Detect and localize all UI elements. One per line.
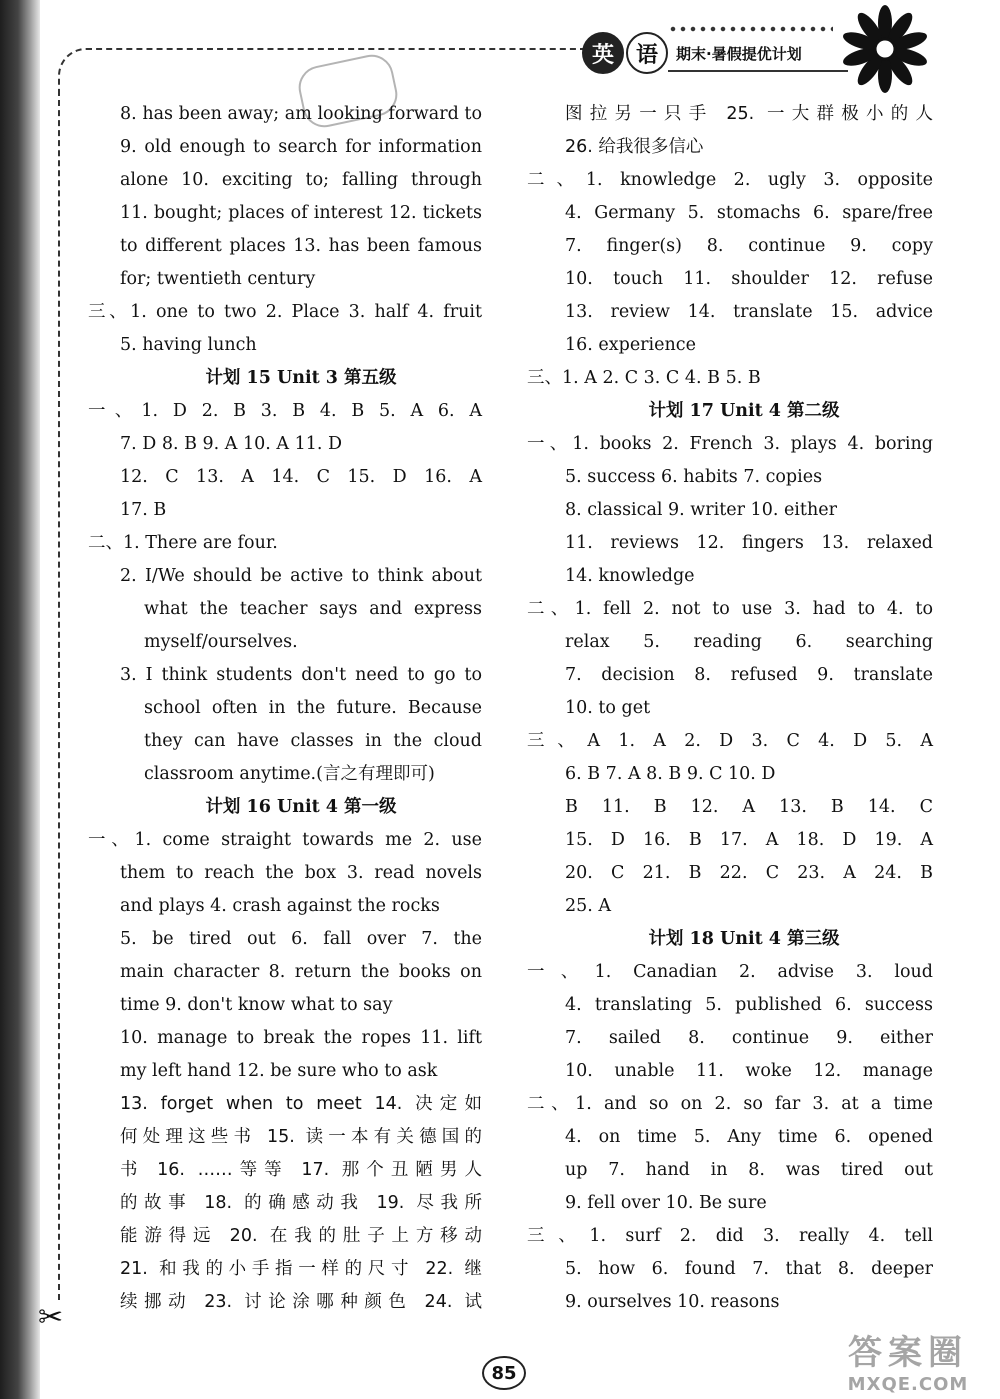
- text-line: 9. ourselves 10. reasons: [565, 1292, 780, 1312]
- text-line: alone 10. exciting to; falling through: [120, 170, 482, 190]
- text-line: 续挪动 23. 讨论涂哪种颜色 24. 试: [120, 1292, 482, 1312]
- text-line: 5. how 6. found 7. that 8. deeper: [565, 1259, 933, 1279]
- text-line: 21. 和我的小手指一样的尺寸 22. 继: [120, 1259, 482, 1279]
- text-line: 10. to get: [565, 698, 651, 718]
- subject-badge-1: 英: [582, 32, 624, 74]
- text-line: school often in the future. Because: [144, 698, 482, 718]
- right-column: [527, 98, 933, 1319]
- text-line: 10. touch 11. shoulder 12. refuse: [565, 269, 933, 289]
- text-line: 3. I think students don't need to go to: [120, 665, 482, 685]
- text-line: 11. reviews 12. fingers 13. relaxed: [565, 533, 933, 553]
- text-line: 二、1. and so on 2. so far 3. at a time: [527, 1094, 933, 1114]
- scissors-icon: ✂: [38, 1300, 64, 1335]
- text-line: 一、1. books 2. French 3. plays 4. boring: [527, 434, 933, 454]
- text-line: 9. fell over 10. Be sure: [565, 1193, 767, 1213]
- subject-badge-2: 语: [626, 32, 668, 74]
- watermark-logo: [818, 1326, 998, 1394]
- text-line: 7. decision 8. refused 9. translate: [565, 665, 933, 685]
- text-line: 一、1. D 2. B 3. B 4. B 5. A 6. A: [88, 401, 482, 421]
- text-line: 三、1. surf 2. did 3. really 4. tell: [527, 1226, 933, 1246]
- section-heading: 计划 18 Unit 4 第三级: [648, 929, 840, 949]
- text-line: 三、1. one to two 2. Place 3. half 4. fruit: [88, 302, 482, 322]
- text-line: what the teacher says and express: [144, 599, 482, 619]
- flower-icon: [840, 4, 930, 94]
- header-title: 期末·暑假提优计划: [676, 44, 802, 63]
- text-line: 10. unable 11. woke 12. manage: [565, 1061, 933, 1081]
- text-line: 二、1. knowledge 2. ugly 3. opposite: [527, 170, 933, 190]
- text-line: 三、A 1. A 2. D 3. C 4. D 5. A: [527, 731, 933, 751]
- text-line: classroom anytime.(言之有理即可): [144, 764, 435, 784]
- text-line: 能游得远 20. 在我的肚子上方移动: [120, 1226, 482, 1246]
- watermark-url: MXQE.COM: [847, 1374, 969, 1395]
- section-heading: 计划 15 Unit 3 第五级: [205, 368, 397, 388]
- section-heading: 计划 17 Unit 4 第二级: [648, 401, 840, 421]
- text-line: 9. old enough to search for information: [120, 137, 482, 157]
- text-line: up 7. hand in 8. was tired out: [565, 1160, 933, 1180]
- text-line: 二、1. fell 2. not to use 3. had to 4. to: [527, 599, 933, 619]
- text-line: 13. forget when to meet 14. 决定如: [120, 1094, 482, 1114]
- text-line: 2. I/We should be active to think about: [120, 566, 482, 586]
- text-line: 5. success 6. habits 7. copies: [565, 467, 823, 487]
- text-line: main character 8. return the books on: [120, 962, 482, 982]
- text-line: time 9. don't know what to say: [120, 995, 393, 1015]
- text-line: 15. D 16. B 17. A 18. D 19. A: [565, 830, 933, 850]
- text-line: 5. having lunch: [120, 335, 257, 355]
- text-line: 20. C 21. B 22. C 23. A 24. B: [565, 863, 933, 883]
- text-line: 4. on time 5. Any time 6. opened: [565, 1127, 933, 1147]
- cut-line-left: [58, 90, 60, 1300]
- text-line: 8. classical 9. writer 10. either: [565, 500, 837, 520]
- text-line: to different places 13. has been famous: [120, 236, 482, 256]
- text-line: 7. finger(s) 8. continue 9. copy: [565, 236, 933, 256]
- text-line: 13. review 14. translate 15. advice: [565, 302, 933, 322]
- text-line: for; twentieth century: [120, 269, 316, 289]
- left-column: [88, 98, 482, 1319]
- text-line: 12. C 13. A 14. C 15. D 16. A: [120, 467, 482, 487]
- text-line: 一、1. Canadian 2. advise 3. loud: [527, 962, 933, 982]
- text-line: 三、1. A 2. C 3. C 4. B 5. B: [527, 368, 761, 388]
- text-line: 7. sailed 8. continue 9. either: [565, 1028, 933, 1048]
- text-line: 的故事 18. 的确感动我 19. 尽我所: [120, 1193, 482, 1213]
- text-line: B 11. B 12. A 13. B 14. C: [565, 797, 933, 817]
- text-line: and plays 4. crash against the rocks: [120, 896, 440, 916]
- text-line: 6. B 7. A 8. B 9. C 10. D: [565, 764, 776, 784]
- text-line: 17. B: [120, 500, 167, 520]
- text-line: 二、1. There are four.: [88, 533, 278, 553]
- text-line: my left hand 12. be sure who to ask: [120, 1061, 438, 1081]
- text-line: 4. translating 5. published 6. success: [565, 995, 933, 1015]
- text-line: 一、1. come straight towards me 2. use: [88, 830, 482, 850]
- text-line: 16. experience: [565, 335, 696, 355]
- cut-line-corner: [58, 48, 88, 92]
- section-heading: 计划 16 Unit 4 第一级: [205, 797, 397, 817]
- cut-line-top: [86, 48, 586, 50]
- text-line: 4. Germany 5. stomachs 6. spare/free: [565, 203, 933, 223]
- text-line: 书 16. ……等等 17. 那个丑陋男人: [120, 1160, 482, 1180]
- text-line: myself/ourselves.: [144, 632, 298, 652]
- text-line: 7. D 8. B 9. A 10. A 11. D: [120, 434, 343, 454]
- header-underline: [668, 70, 848, 72]
- text-line: relax 5. reading 6. searching: [565, 632, 933, 652]
- text-line: they can have classes in the cloud: [144, 731, 482, 751]
- text-line: 11. bought; places of interest 12. tickets: [120, 203, 482, 223]
- text-line: 10. manage to break the ropes 11. lift: [120, 1028, 482, 1048]
- text-line: them to reach the box 3. read novels: [120, 863, 482, 883]
- text-line: 14. knowledge: [565, 566, 695, 586]
- text-line: 5. be tired out 6. fall over 7. the: [120, 929, 482, 949]
- watermark-text: 答案圈: [848, 1333, 968, 1373]
- book-binding-edge: [0, 0, 40, 1399]
- text-line: 26. 给我很多信心: [565, 137, 704, 157]
- text-line: 25. A: [565, 896, 612, 916]
- text-line: 8. has been away; am looking forward to: [120, 104, 482, 124]
- text-line: 何处理这些书 15. 读一本有关德国的: [120, 1127, 482, 1147]
- page-number: 85: [482, 1356, 526, 1390]
- text-line: 图拉另一只手 25. 一大群极小的人: [565, 104, 933, 124]
